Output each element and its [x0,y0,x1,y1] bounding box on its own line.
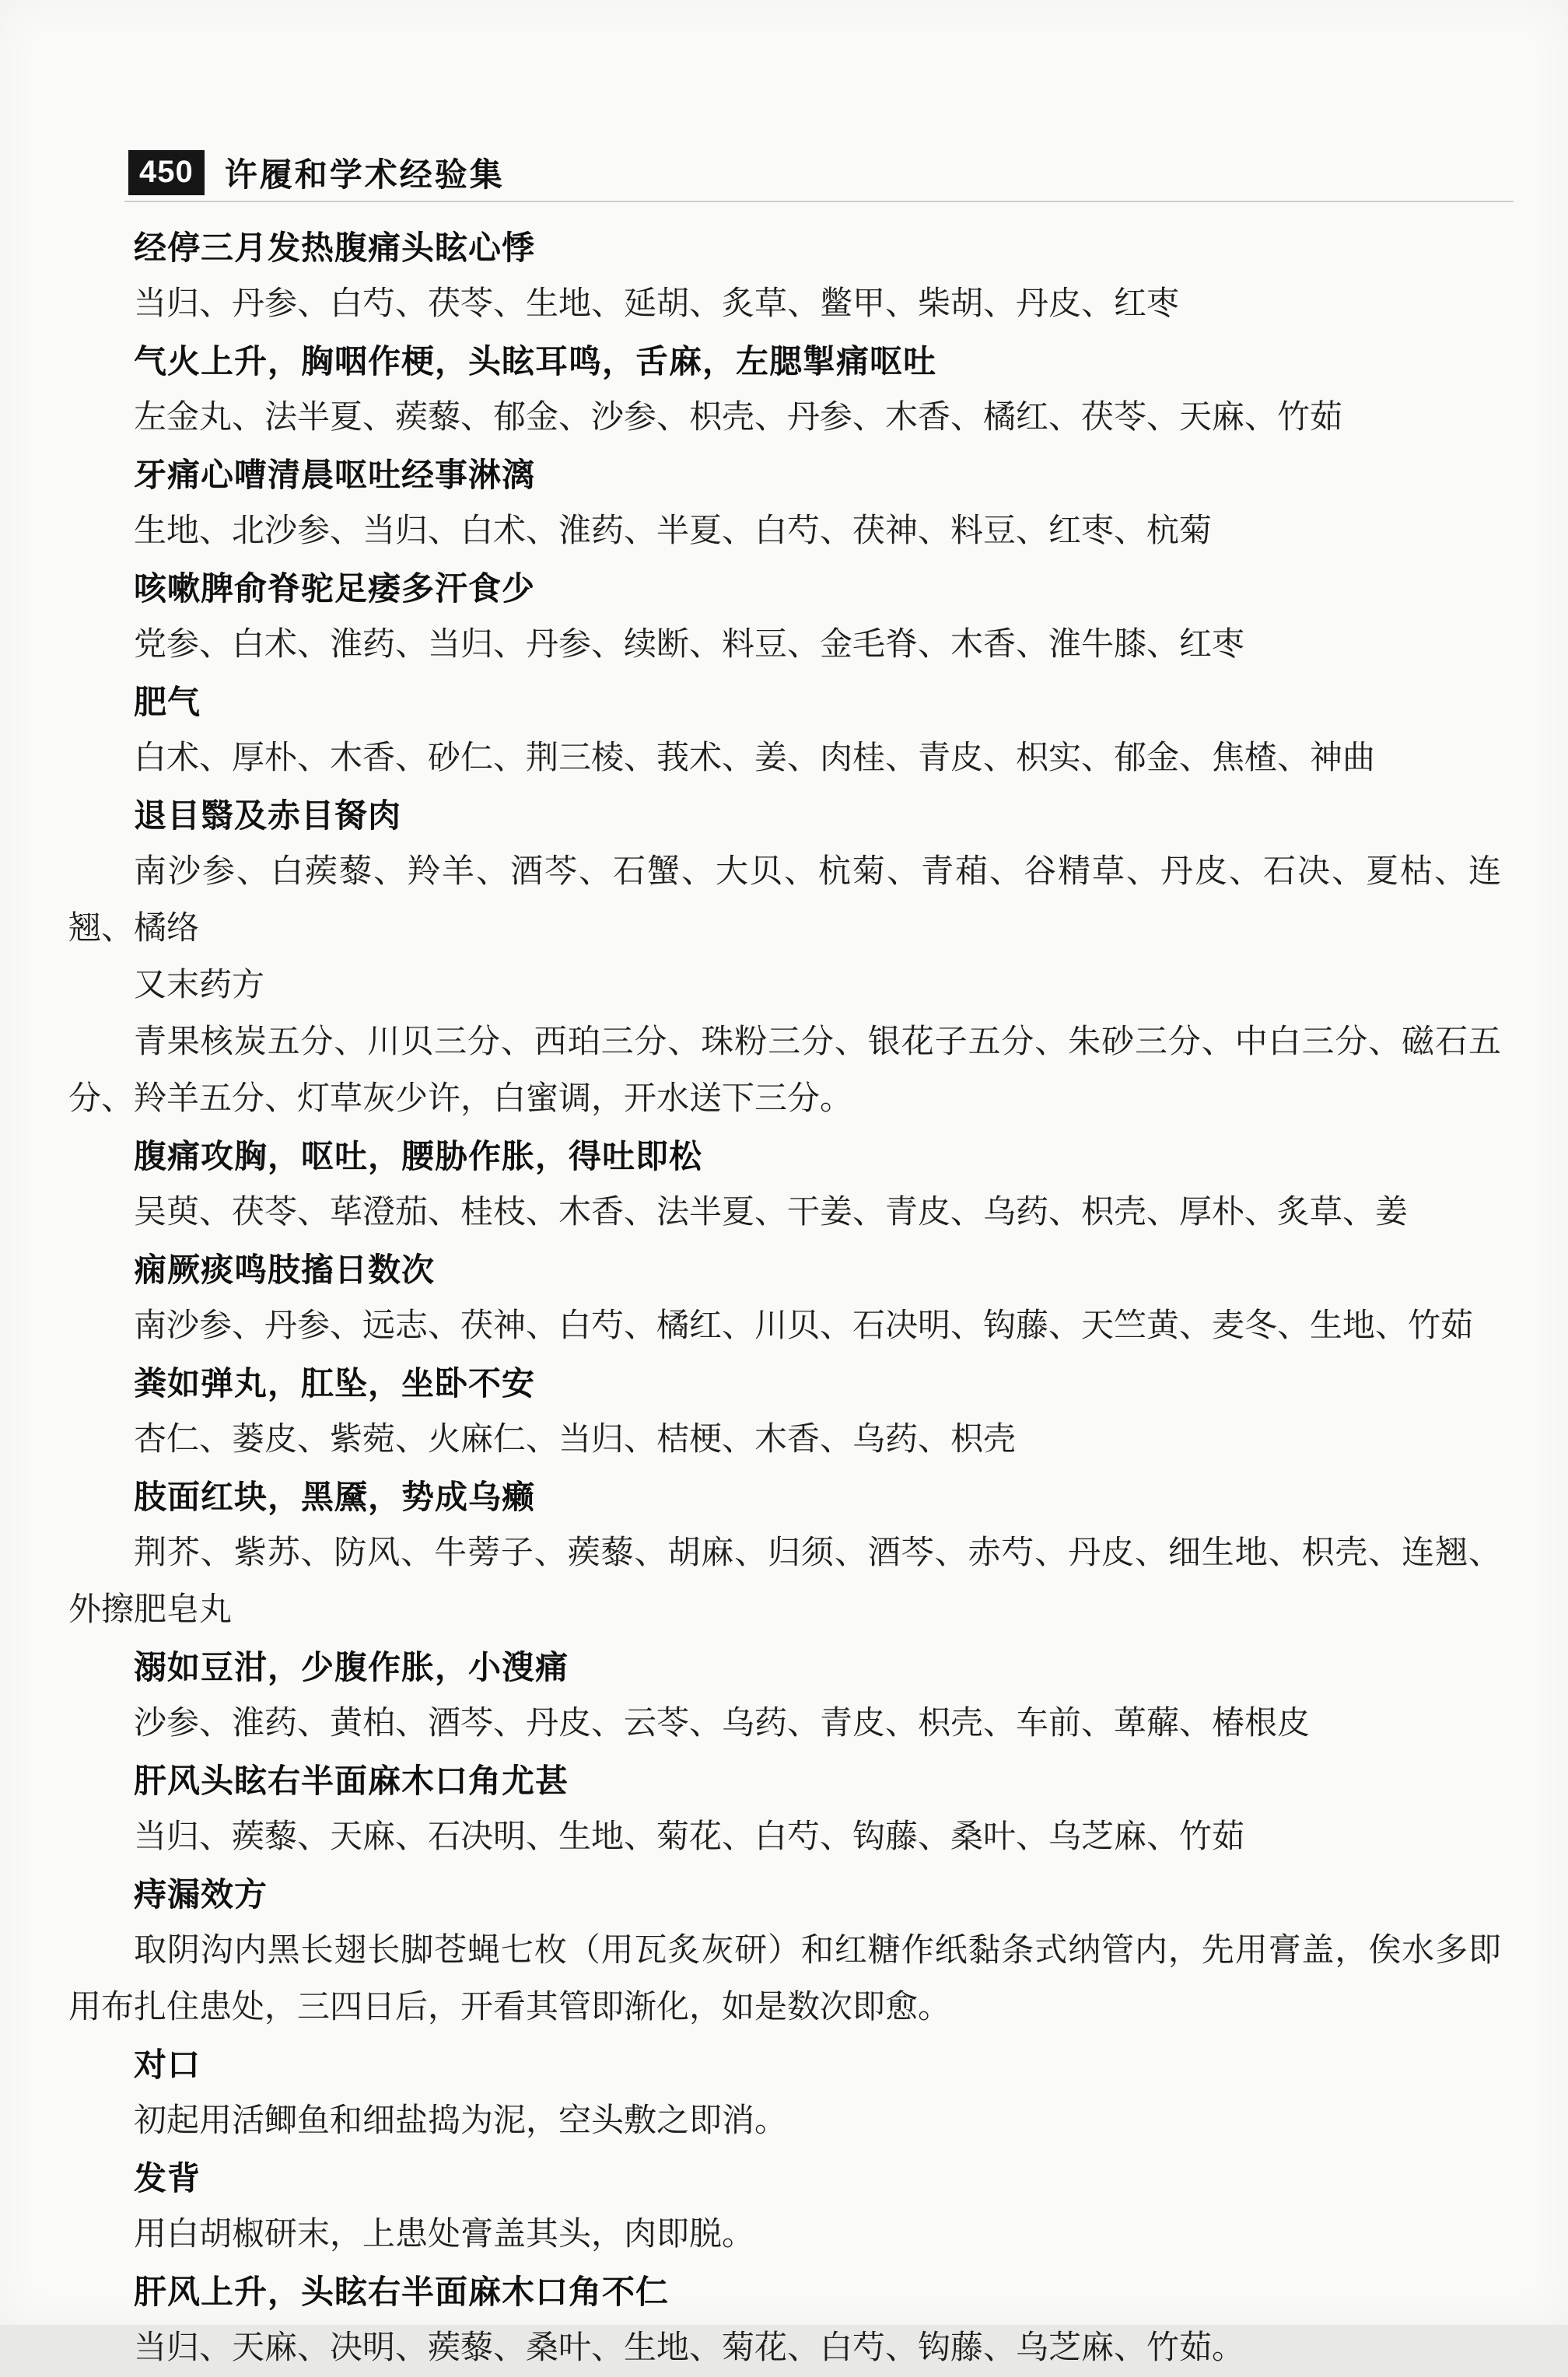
paragraph: 白术、厚朴、木香、砂仁、荆三棱、莪术、姜、肉桂、青皮、枳实、郁金、焦楂、神曲 [134,740,1376,776]
section-heading: 肝风上升，头眩右半面麻木口角不仁 [134,2274,670,2310]
section-heading: 经停三月发热腹痛头眩心悸 [134,229,536,266]
section-heading: 腹痛攻胸，呕吐，腰胁作胀，得吐即松 [134,1138,703,1174]
header-rule [124,201,1514,202]
paragraph: 荆芥、紫苏、防风、牛蒡子、蒺藜、胡麻、归须、酒芩、赤芍、丹皮、细生地、枳壳、连翘、外擦肥皂丸 [68,1535,1501,1628]
section-heading: 肢面红块，黑黡，势成乌癞 [134,1479,536,1515]
paragraph: 又末药方 [134,968,265,1003]
paragraph: 南沙参、丹参、远志、茯神、白芍、橘红、川贝、石决明、钩藤、天竺黄、麦冬、生地、竹茹 [134,1308,1474,1344]
paragraph: 青果核炭五分、川贝三分、西珀三分、珠粉三分、银花子五分、朱砂三分、中白三分、磁石五分、羚羊五分、灯草灰少许，白蜜调，开水送下三分。 [68,1024,1501,1117]
section-heading: 肥气 [134,684,201,720]
paragraph: 沙参、淮药、黄柏、酒芩、丹皮、云苓、乌药、青皮、枳壳、车前、萆薢、椿根皮 [134,1706,1311,1742]
page-number-badge: 450 [128,150,205,195]
paragraph: 左金丸、法半夏、蒺藜、郁金、沙参、枳壳、丹参、木香、橘红、茯苓、天麻、竹茹 [134,400,1343,436]
section-heading: 粪如弹丸，肛坠，坐卧不安 [134,1365,536,1402]
section-heading: 肝风头眩右半面麻木口角尤甚 [134,1763,569,1799]
page-content [68,219,1501,2377]
paragraph: 党参、白术、淮药、当归、丹参、续断、料豆、金毛脊、木香、淮牛膝、红枣 [134,627,1245,663]
paragraph: 当归、丹参、白芍、茯苓、生地、延胡、炙草、鳖甲、柴胡、丹皮、红枣 [134,286,1180,322]
paragraph: 初起用活鲫鱼和细盐捣为泥，空头敷之即消。 [134,2103,788,2139]
section-heading: 咳嗽脾俞脊驼足痿多汗食少 [134,570,536,607]
paragraph: 南沙参、白蒺藜、羚羊、酒芩、石蟹、大贝、杭菊、青葙、谷精草、丹皮、石决、夏枯、连翘、橘络 [68,854,1501,947]
paragraph: 杏仁、蒌皮、紫菀、火麻仁、当归、桔梗、木香、乌药、枳壳 [134,1422,1017,1458]
paragraph: 当归、蒺藜、天麻、石决明、生地、菊花、白芍、钩藤、桑叶、乌芝麻、竹茹 [134,1819,1245,1855]
book-title: 许履和学术经验集 [224,156,505,193]
section-heading: 气火上升，胸咽作梗，头眩耳鸣，舌麻，左腮掣痛呕吐 [134,343,937,380]
page-header [128,149,1500,196]
section-heading: 对口 [134,2046,201,2083]
section-heading: 痔漏效方 [134,1876,268,1913]
paragraph: 用白胡椒研末，上患处膏盖其头，肉即脱。 [134,2217,755,2253]
paragraph: 生地、北沙参、当归、白术、淮药、半夏、白芍、茯神、料豆、红枣、杭菊 [134,513,1213,549]
section-heading: 溺如豆泔，少腹作胀，小溲痛 [134,1649,569,1686]
section-heading: 牙痛心嘈清晨呕吐经事淋漓 [134,457,536,493]
section-heading: 痫厥痰鸣肢搐日数次 [134,1252,436,1288]
section-heading: 退目翳及赤目胬肉 [134,797,402,834]
paragraph: 吴萸、茯苓、荜澄茄、桂枝、木香、法半夏、干姜、青皮、乌药、枳壳、厚朴、炙草、姜 [134,1195,1409,1231]
section-heading: 发背 [134,2160,201,2197]
paragraph: 当归、天麻、决明、蒺藜、桑叶、生地、菊花、白芍、钩藤、乌芝麻、竹茹。 [134,2330,1245,2366]
paragraph: 取阴沟内黑长翅长脚苍蝇七枚（用瓦炙灰研）和红糖作纸黏条式纳管内，先用膏盖，俟水多即用布扎住患处，三四日后，开看其管即渐化，如是数次即愈。 [68,1933,1501,2025]
